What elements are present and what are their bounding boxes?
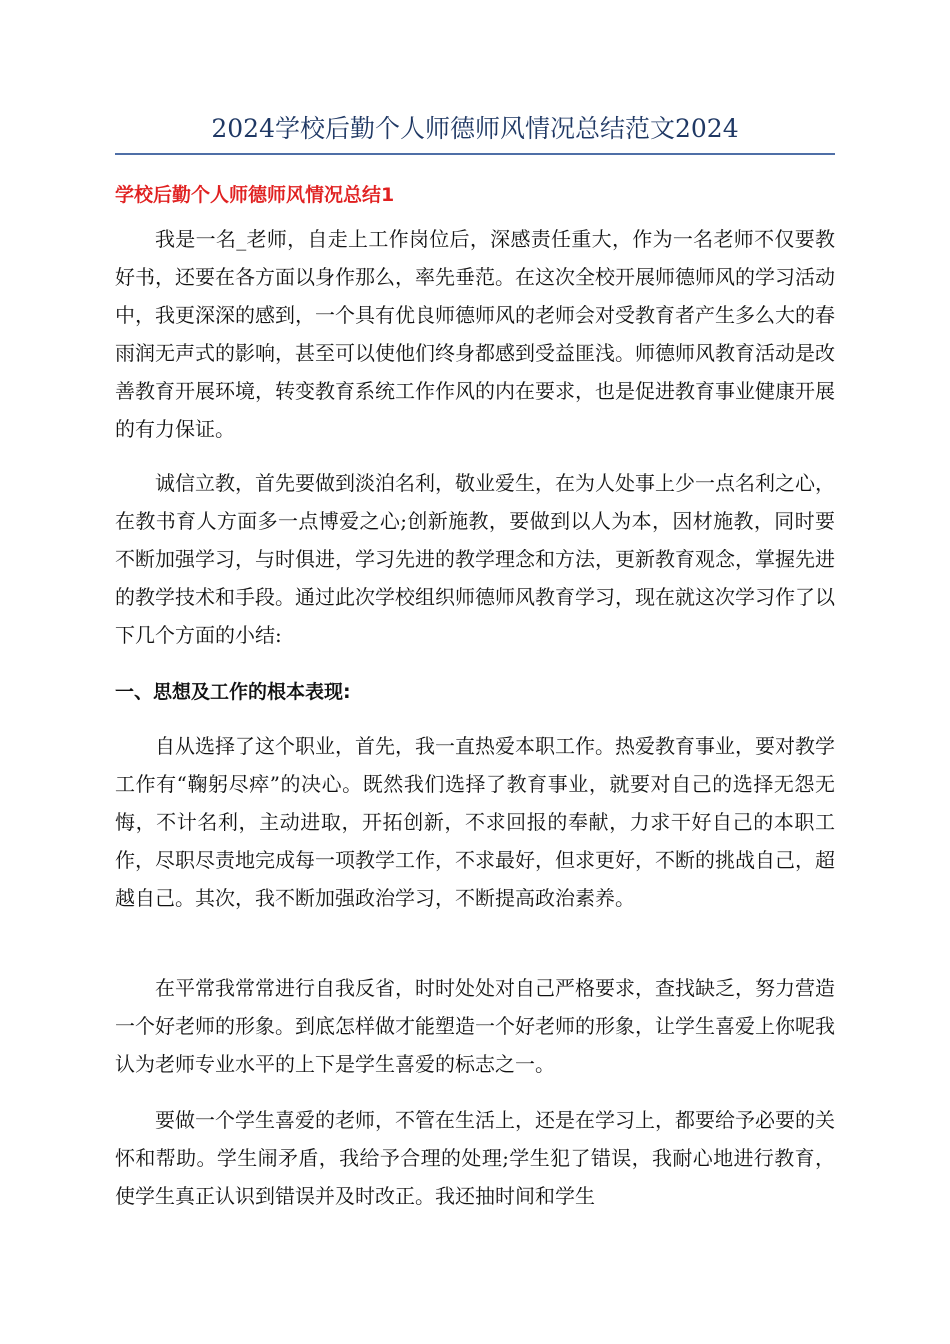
subheading-basic-performance: 一、思想及工作的根本表现: (115, 681, 351, 703)
document-title: 2024学校后勤个人师德师风情况总结范文2024 (211, 114, 739, 143)
paragraph-3: 自从选择了这个职业，首先，我一直热爱本职工作。热爱教育事业，要对教学工作有“鞠躬尽瘁”的决心。既然我们选择了教育事业，就要对自己的选择无怨无悔，不计名利，主动进取，开拓创新，不求回报的奉献，力求干好自己的本职工作，尽职尽责地完成每一项教学工作，不求最好，但求更好，不断的挑战自己，超越自己。其次，我不断加强政治学习，不断提高政治素养。 (115, 734, 835, 910)
title-underline (115, 153, 835, 155)
paragraph-1: 我是一名_老师，自走上工作岗位后，深感责任重大，作为一名老师不仅要教好书，还要在各方面以身作那么，率先垂范。在这次全校开展师德师风的学习活动中，我更深深的感到，一个具有优良师德师风的老师会对受教育者产生多么大的春雨润无声式的影响，甚至可以使他们终身都感到受益匪浅。师德师风教育活动是改善教育开展环境，转变教育系统工作作风的内在要求，也是促进教育事业健康开展的有力保证。 (115, 227, 835, 441)
paragraph-2: 诚信立教，首先要做到淡泊名利，敬业爱生，在为人处事上少一点名利之心，在教书育人方面多一点博爱之心;创新施教，要做到以人为本，因材施教，同时要不断加强学习，与时俱进，学习先进的教学理念和方法，更新教育观念，掌握先进的教学技术和手段。通过此次学校组织师德师风教育学习，现在就这次学习作了以下几个方面的小结: (115, 471, 835, 647)
paragraph-4: 在平常我常常进行自我反省，时时处处对自己严格要求，查找缺乏，努力营造一个好老师的形象。到底怎样做才能塑造一个好老师的形象，让学生喜爱上你呢我认为老师专业水平的上下是学生喜爱的标志之一。 (115, 976, 835, 1076)
section-heading: 学校后勤个人师德师风情况总结1 (115, 184, 395, 206)
paragraph-5: 要做一个学生喜爱的老师，不管在生活上，还是在学习上，都要给予必要的关怀和帮助。学生闹矛盾，我给予合理的处理;学生犯了错误，我耐心地进行教育，使学生真正认识到错误并及时改正。我还抽时间和学生 (115, 1108, 835, 1208)
